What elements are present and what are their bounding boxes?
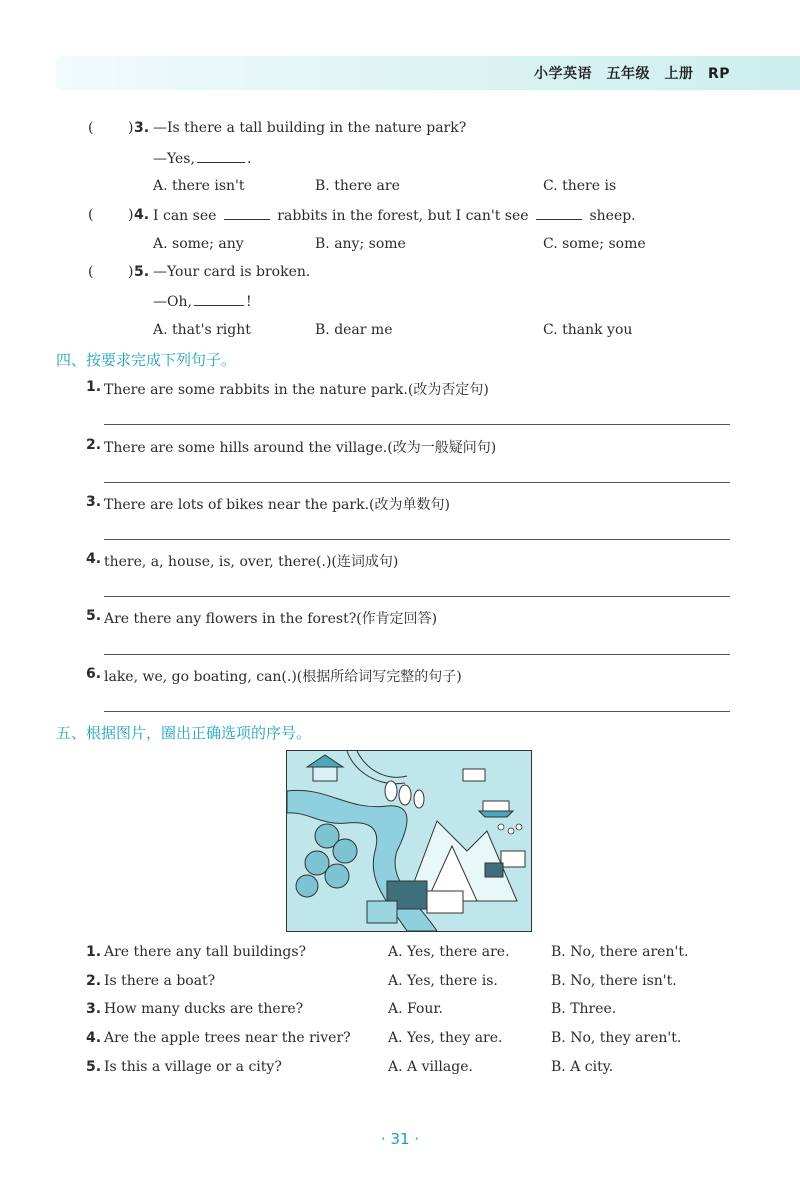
question-text: —Your card is broken. [153,264,311,280]
question-text [153,207,636,224]
question-text-part-a: I can see [153,208,217,224]
question-text: —Is there a tall building in the nature park? [153,120,467,136]
question-reply [153,150,251,167]
reply-suffix: . [246,151,252,167]
rewrite-prompt: There are some hills around the village.(改为一般疑问句) [104,440,497,456]
option-c: C. some; some [543,236,646,252]
village-illustration [286,750,532,932]
option-a: A. there isn't [153,178,245,194]
question-text-part-c: sheep. [589,208,636,224]
option-c: C. there is [543,178,617,194]
answer-paren-close: ) [128,120,134,136]
item-number: 6. [86,666,102,682]
rewrite-prompt: lake, we, go boating, can(.)(根据所给词写完整的句子) [104,669,462,685]
answer-paren-close: ) [128,264,134,280]
option-b: B. dear me [315,322,393,338]
option-b: B. there are [315,178,400,194]
answer-paren-close: ) [128,207,134,223]
village-scene-drawing [287,751,531,931]
option-a[interactable]: A. Yes, there are. [388,944,510,960]
answer-paren-open: ( [88,264,94,280]
reply-prefix: —Oh, [153,294,192,310]
answer-line[interactable] [104,596,730,597]
fill-blank[interactable] [224,207,270,220]
option-a: A. that's right [153,322,251,338]
answer-paren-open: ( [88,120,94,136]
question-number: 3. [134,120,150,136]
option-c: C. thank you [543,322,633,338]
option-a[interactable]: A. Four. [388,1001,444,1017]
item-number: 1. [86,379,102,395]
header-title: 小学英语 五年级 上册 RP [533,66,730,82]
option-b[interactable]: B. No, there isn't. [551,973,677,989]
option-b: B. any; some [315,236,406,252]
section-5-title: 五、根据图片，圈出正确选项的序号。 [56,724,312,742]
option-b[interactable]: B. No, they aren't. [551,1030,682,1046]
answer-line[interactable] [104,539,730,540]
answer-line[interactable] [104,424,730,425]
item-number: 5. [86,608,102,624]
answer-line[interactable] [104,711,730,712]
answer-paren-open: ( [88,207,94,223]
item-number: 4. [86,1030,102,1046]
rewrite-prompt: Are there any flowers in the forest?(作肯定回答) [104,611,438,627]
question-text-part-b: rabbits in the forest, but I can't see [277,208,529,224]
option-a[interactable]: A. A village. [388,1059,473,1075]
picture-question: Is there a boat? [104,973,216,989]
option-a[interactable]: A. Yes, there is. [388,973,498,989]
item-number: 2. [86,973,102,989]
option-a: A. some; any [153,236,244,252]
section-4-title: 四、按要求完成下列句子。 [56,351,237,369]
item-number: 1. [86,944,102,960]
reply-prefix: —Yes, [153,151,195,167]
answer-line[interactable] [104,654,730,655]
question-reply [153,293,252,310]
answer-line[interactable] [104,482,730,483]
fill-blank[interactable] [536,207,582,220]
rewrite-prompt: there, a, house, is, over, there(.)(连词成句) [104,554,399,570]
item-number: 3. [86,494,102,510]
rewrite-prompt: There are some rabbits in the nature park.(改为否定句) [104,382,489,398]
item-number: 3. [86,1001,102,1017]
option-b[interactable]: B. No, there aren't. [551,944,689,960]
option-b[interactable]: B. Three. [551,1001,617,1017]
item-number: 5. [86,1059,102,1075]
reply-suffix: ! [245,294,252,310]
fill-blank[interactable] [197,150,245,163]
question-number: 5. [134,264,150,280]
picture-question: Are the apple trees near the river? [104,1030,351,1046]
rewrite-prompt: There are lots of bikes near the park.(改为单数句) [104,497,450,513]
picture-question: How many ducks are there? [104,1001,304,1017]
picture-question: Is this a village or a city? [104,1059,282,1075]
picture-question: Are there any tall buildings? [104,944,307,960]
fill-blank[interactable] [194,293,244,306]
option-a[interactable]: A. Yes, they are. [388,1030,503,1046]
item-number: 4. [86,551,102,567]
question-number: 4. [134,207,150,223]
item-number: 2. [86,437,102,453]
option-b[interactable]: B. A city. [551,1059,614,1075]
page-number: · 31 · [380,1130,420,1148]
